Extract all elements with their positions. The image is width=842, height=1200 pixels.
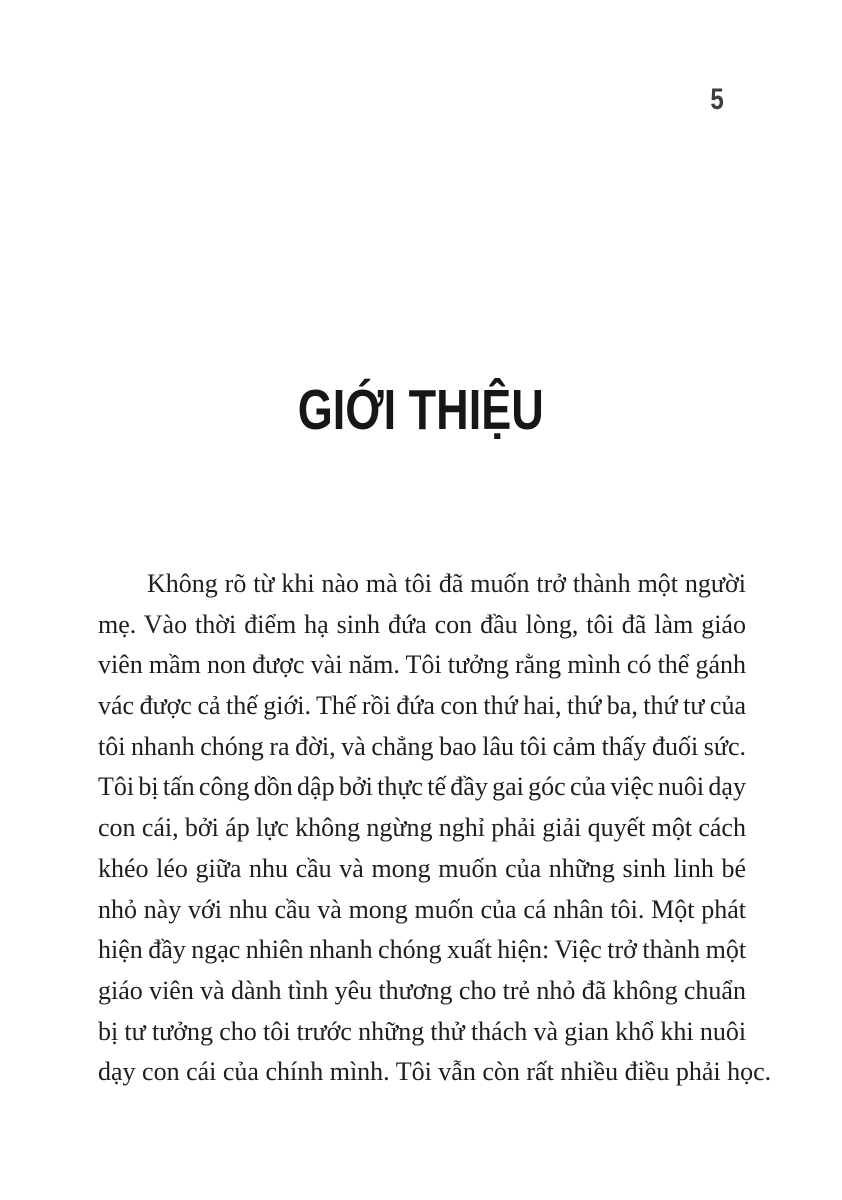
- body-line-text: dạy con cái của chính mình. Tôi vẫn còn rất nhiều điều phải học.: [98, 1057, 772, 1087]
- body-line: [98, 1052, 772, 1093]
- body-line-text: giáo viên và dành tình yêu thương cho trẻ nhỏ đã không chuẩn: [98, 975, 746, 1005]
- body-line-text: khéo léo giữa nhu cầu và mong muốn của những sinh linh bé: [98, 853, 747, 883]
- body-line-text: con cái, bởi áp lực không ngừng nghỉ phải giải quyết một cách: [98, 813, 746, 843]
- body-line: [98, 686, 746, 727]
- body-line: [98, 890, 746, 931]
- body-line: [98, 605, 746, 646]
- chapter-title-text: GIỚI THIỆU: [297, 378, 545, 442]
- body-line-text: Tôi bị tấn công dồn dập bởi thực tế đầy gai góc của việc nuôi dạy: [98, 772, 746, 802]
- body-line: [98, 645, 746, 686]
- body-line-text: Không rõ từ khi nào mà tôi đã muốn trở thành một người: [147, 569, 746, 598]
- chapter-title: [0, 378, 842, 442]
- body-line-text: viên mầm non được vài năm. Tôi tưởng rằng mình có thể gánh: [98, 650, 747, 680]
- body-line-text: hiện đầy ngạc nhiên nhanh chóng xuất hiện: Việc trở thành một: [98, 935, 747, 965]
- body-line: [98, 930, 746, 971]
- body-line-text: vác được cả thế giới. Thế rồi đứa con thứ hai, thứ ba, thứ tư của: [98, 691, 747, 721]
- body-line: [98, 971, 746, 1012]
- body-line-text: tôi nhanh chóng ra đời, và chẳng bao lâu tôi cảm thấy đuối sức.: [98, 731, 747, 761]
- body-line: [98, 1012, 746, 1053]
- body-line: [98, 767, 746, 808]
- body-line: [98, 808, 746, 849]
- body-line-text: nhỏ này với nhu cầu và mong muốn của cá nhân tôi. Một phát: [98, 894, 746, 924]
- body-line-text: bị tư tưởng cho tôi trước những thử thách và gian khổ khi nuôi: [98, 1016, 747, 1046]
- body-line: [98, 849, 746, 890]
- body-text: [98, 564, 772, 1093]
- page-number: 5: [710, 83, 724, 116]
- body-line: [98, 564, 746, 605]
- body-line: [98, 727, 746, 768]
- body-line-text: mẹ. Vào thời điểm hạ sinh đứa con đầu lòng, tôi đã làm giáo: [98, 609, 746, 639]
